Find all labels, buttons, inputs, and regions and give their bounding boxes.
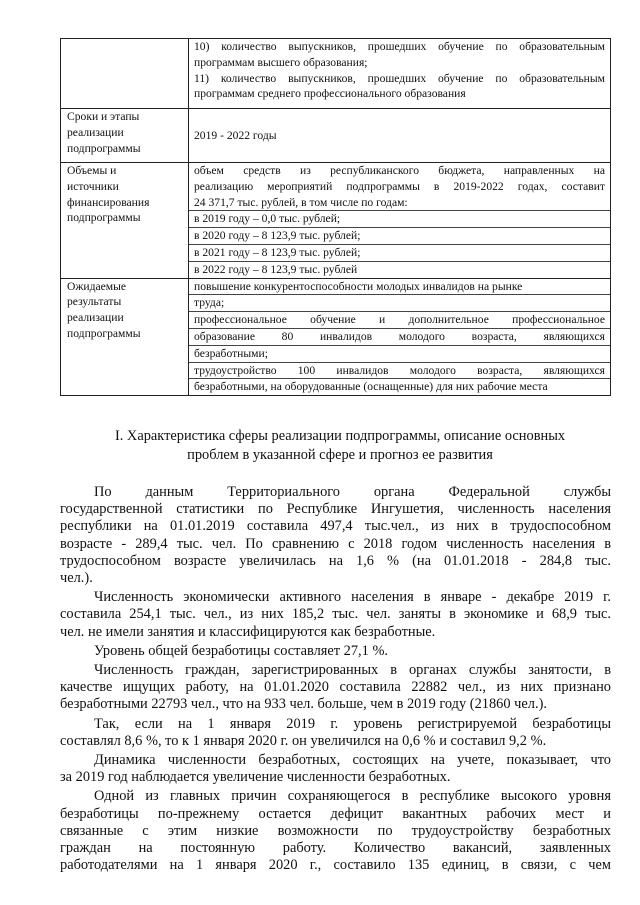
paragraph (60, 643, 611, 660)
label-line: Ожидаемые (67, 279, 127, 293)
label-line: Объемы и (67, 164, 117, 177)
text-line: профессиональное обучение и дополнительное профессиональное (189, 312, 610, 329)
section-heading (80, 427, 600, 465)
heading-line: проблем в указанной сфере и прогноз ее развития (187, 447, 493, 463)
text-line: реализацию мероприятий подпрограммы в 2019-2022 годах, составит (194, 179, 605, 193)
text-line: республики на 01.01.2019 составила 497,4 тыс.чел., из них в трудоспособном (60, 518, 611, 535)
text-line: в 2022 году – 8 123,9 тыс. рублей (194, 262, 358, 276)
label-line: реализации (67, 311, 124, 325)
text-line: составлял 8,6 %, то к 1 января 2020 г. он увеличился на 0,6 % и составил 9,2 %. (60, 732, 547, 749)
label-line: подпрограммы (67, 211, 141, 225)
text-line: возрасте - 289,4 тыс. чел. По сравнению с 2018 годом численность населения в (60, 535, 611, 552)
text-line: По данным Территориального органа Федеральной службы (94, 484, 611, 500)
text-line: 10) количество выпускников, прошедших обучение по образовательным (194, 40, 605, 53)
text-line: безработицы по-прежнему остается дефицит вакантных рабочих мест и (60, 805, 611, 822)
text-line: чел. не имели занятия и классифицируются как безработные. (60, 623, 436, 640)
text-line: граждан на постоянную работу. Количество вакансий, заявленных (60, 840, 611, 857)
subprogram-passport-table (60, 38, 611, 396)
value-cell (189, 278, 611, 396)
paragraph (60, 788, 611, 874)
text-line: работодателями на 1 января 2020 г., составило 135 единиц, в связи, с чем (60, 857, 611, 874)
value-cell (189, 109, 611, 163)
section-body (60, 484, 611, 874)
text-line: в 2021 году – 8 123,9 тыс. рублей; (189, 245, 610, 262)
table-row (61, 109, 611, 163)
value-cell (189, 163, 611, 279)
text-line: в 2020 году – 8 123,9 тыс. рублей; (189, 228, 610, 245)
heading-line: I. Характеристика сферы реализации подпрограммы, описание основных (114, 428, 566, 444)
text-line: программам среднего профессионального образования (194, 87, 466, 101)
label-line: источники (67, 179, 119, 193)
paragraph (60, 716, 611, 750)
label-line: реализации (67, 125, 124, 139)
table-row (61, 39, 611, 109)
paragraph (60, 662, 611, 714)
label-cell (61, 278, 189, 396)
label-line: подпрограммы (67, 326, 141, 340)
label-cell (61, 163, 189, 279)
text-line: связанные с этим низкие возможности по трудоустройству безработных (60, 822, 611, 839)
text-line: в 2019 году – 0,0 тыс. рублей; (189, 211, 610, 228)
text-line: повышение конкурентоспособности молодых инвалидов на рынке (189, 279, 610, 296)
text-line: объем средств из республиканского бюджета, направленных на (194, 164, 605, 177)
text-line: безработными 22793 чел., что на 933 чел. больше, чем в 2019 году (21860 чел.). (60, 696, 547, 713)
text-line: составила 254,1 тыс. чел., из них 185,2 тыс. чел. заняты в экономике и 68,9 тыс. (60, 606, 611, 623)
text-line: 24 371,7 тыс. рублей, в том числе по годам: (189, 195, 610, 212)
text-line: качестве ищущих работу, на 01.01.2020 составила 22882 чел., из них признано (60, 679, 611, 696)
text-line: Численность граждан, зарегистрированных в органах службы занятости, в (94, 662, 611, 679)
text-line: Уровень общей безработицы составляет 27,1 %. (94, 642, 389, 659)
text-line: трудоспособном возрасте увеличилась на 1,6 % (на 01.01.2018 - 284,8 тыс. (60, 552, 611, 569)
paragraph (60, 484, 611, 587)
text-line: государственной статистики по Республике Ингушетия, численность населения (60, 501, 611, 518)
text-line: труда; (189, 295, 610, 312)
text-line: трудоустройство 100 инвалидов молодого возраста, являющихся (189, 363, 610, 380)
label-line: финансирования (67, 195, 150, 209)
value-cell (189, 39, 611, 109)
label-line: Сроки и этапы (67, 110, 140, 123)
text-line: чел.). (60, 570, 93, 587)
text-line: программам высшего образования; (194, 55, 368, 69)
label-cell (61, 39, 189, 109)
text-line: Одной из главных причин сохраняющегося в республике высокого уровня (94, 788, 611, 805)
text-line: безработными, на оборудованные (оснащенные) для них рабочие места (194, 380, 548, 394)
label-line: подпрограммы (67, 141, 141, 155)
text-line: Численность экономически активного населения в январе - декабре 2019 г. (94, 589, 611, 606)
label-cell (61, 109, 189, 163)
text-line: Так, если на 1 января 2019 г. уровень регистрируемой безработицы (94, 715, 611, 732)
text-line: безработными; (189, 346, 610, 363)
paragraph (60, 752, 611, 786)
text-line: Динамика численности безработных, состоящих на учете, показывает, что (94, 752, 611, 769)
table-row (61, 163, 611, 279)
text-line: 11) количество выпускников, прошедших обучение по образовательным (194, 71, 605, 85)
label-line: результаты (67, 295, 122, 309)
text-line: образование 80 инвалидов молодого возраста, являющихся (189, 329, 610, 346)
table-row (61, 278, 611, 396)
paragraph (60, 589, 611, 641)
timeline-value: 2019 - 2022 годы (194, 128, 277, 142)
text-line: за 2019 год наблюдается увеличение численности безработных. (60, 769, 451, 786)
